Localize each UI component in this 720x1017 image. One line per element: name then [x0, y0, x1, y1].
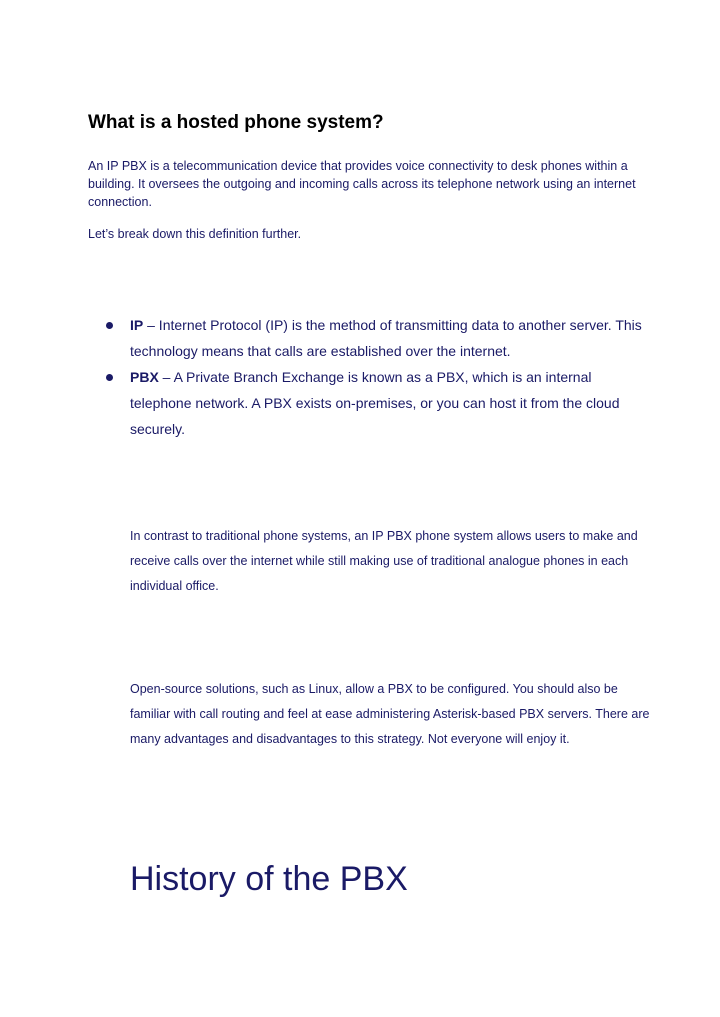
list-item-term: PBX — [130, 369, 159, 385]
bullet-icon — [106, 374, 113, 381]
list-item — [106, 312, 646, 364]
intro-paragraph-2: Let’s break down this definition further. — [88, 227, 302, 241]
page-heading: What is a hosted phone system? — [88, 112, 384, 133]
section-heading: History of the PBX — [130, 860, 408, 898]
list-item-text: – Internet Protocol (IP) is the method of transmitting data to another server. This technology means that calls are established over the internet. — [130, 317, 642, 359]
bullet-icon — [106, 322, 113, 329]
list-item-term: IP — [130, 317, 144, 333]
list-item — [106, 364, 646, 442]
list-item-text: – A Private Branch Exchange is known as a PBX, which is an internal telephone network. A PBX exists on-premises, or you can host it from the cloud securely. — [130, 369, 620, 437]
intro-paragraph-1: An IP PBX is a telecommunication device that provides voice connectivity to desk phones within a building. It oversees the outgoing and incoming calls across its telephone network using an internet connection. — [88, 159, 636, 209]
definition-list — [106, 312, 646, 442]
body-paragraph-contrast: In contrast to traditional phone systems, an IP PBX phone system allows users to make and receive calls over the internet while still making use of traditional analogue phones in each individual office. — [130, 529, 638, 593]
body-paragraph-open-source: Open-source solutions, such as Linux, allow a PBX to be configured. You should also be familiar with call routing and feel at ease administering Asterisk-based PBX servers. There are many advantages and disadvantages to this strategy. Not everyone will enjoy it. — [130, 682, 650, 746]
